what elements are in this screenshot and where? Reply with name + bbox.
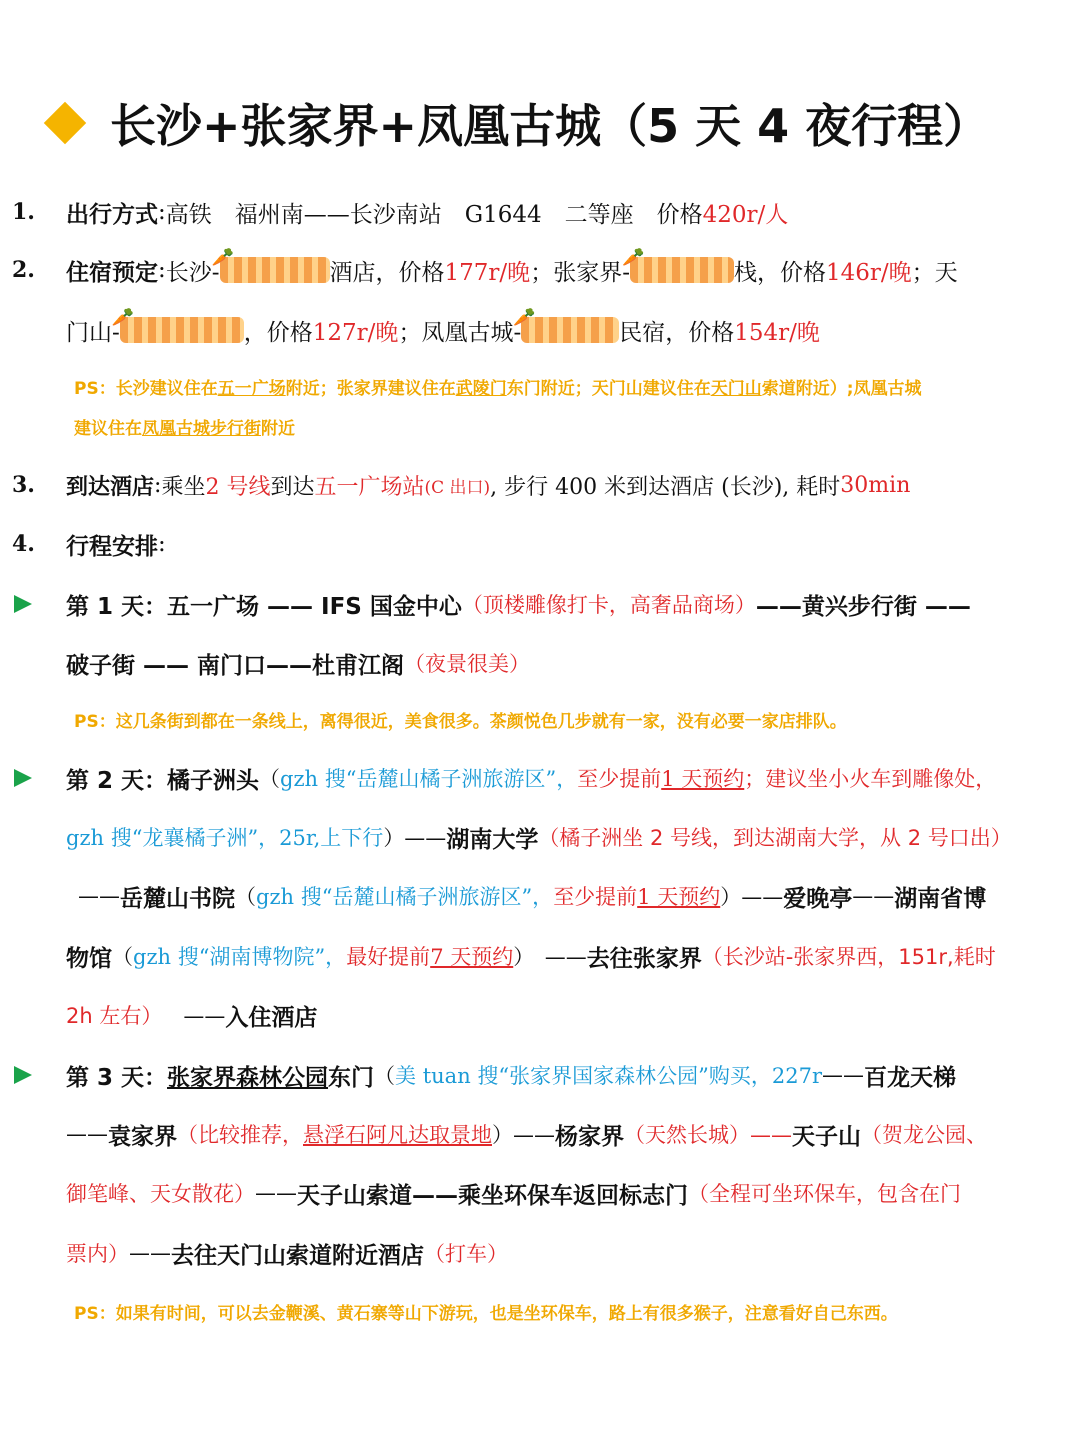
item-number: 1. [12, 199, 35, 225]
item-number: 3. [12, 472, 35, 498]
item-2-row [0, 247, 1080, 290]
day-1-content-cont [66, 647, 1070, 680]
day-stop: 百龙天梯 [863, 1064, 956, 1091]
carrot-icon: 🥕 [211, 247, 234, 268]
day-2-content [66, 762, 1070, 795]
item-1-content [66, 196, 1070, 229]
item-number: 4. [12, 531, 35, 557]
item-label: 到达酒店 [66, 474, 155, 500]
price-value: 146r/晚 [825, 259, 912, 286]
day-stop: 去往天门山索道附近酒店 [171, 1242, 424, 1269]
day-stop: 湖南大学 [446, 826, 539, 853]
day-stop: 去往张家界 [586, 945, 702, 972]
day-3-content-2 [66, 1118, 1070, 1151]
day-note: 至少提前 [553, 885, 638, 909]
day-3-content-4 [66, 1237, 1070, 1270]
paren: （ [259, 767, 281, 791]
ps-text: PS：长沙建议住在 [74, 378, 218, 399]
line-number: 2 号线 [205, 474, 271, 500]
item-text: 高铁 福州南——长沙南站 G1644 二等座 价格 [165, 201, 703, 228]
item-text: ；天 [911, 259, 958, 286]
day-note: ；建议坐小火车到雕像处， [744, 767, 997, 791]
price-value: 127r/晚 [312, 319, 399, 346]
search-hint: 美 tuan 搜“张家界国家森林公园”购买，227r [395, 1064, 822, 1088]
page-title: 长沙+张家界+凤凰古城（5 天 4 夜行程） [110, 99, 990, 153]
booking-advance: 1 天预约 [637, 885, 721, 909]
item-number: 2. [12, 257, 35, 283]
search-hint: gzh 搜“湖南博物院”， [133, 945, 347, 969]
ps-text: 建议住在 [74, 418, 142, 439]
day-note: 至少提前 [577, 767, 662, 791]
item-text: 酒店，价格 [329, 259, 445, 286]
day-stop: 东门 [328, 1064, 375, 1091]
day-note: （贺龙公园、 [861, 1123, 987, 1147]
day-note: （顶楼雕像打卡，高奢品商场） [461, 593, 756, 617]
day-1-content [66, 588, 1070, 621]
item-text: 到达 [270, 474, 315, 500]
day-1-row-cont [0, 643, 1080, 683]
connector: ）—— [383, 826, 447, 850]
day-3-row-3 [0, 1173, 1080, 1213]
connector: ）—— [492, 1123, 555, 1147]
ps-note-1-cont [74, 410, 1074, 442]
day-3-content [66, 1059, 1070, 1092]
day-note: 御笔峰、天女散花） [66, 1182, 255, 1206]
item-label: 出行方式 [66, 201, 158, 228]
ps-underlined: 武陵门 [455, 378, 507, 399]
item-2-row-cont [0, 307, 1080, 350]
booking-advance: 7 天预约 [430, 945, 514, 969]
station-exit: (C 出口) [424, 477, 491, 498]
search-hint: gzh 搜“龙襄橘子洲”，25r,上下行 [66, 826, 384, 850]
item-2-content-cont [66, 307, 1070, 347]
day-stop: 袁家界 [108, 1123, 177, 1150]
arrow-bullet-icon [14, 769, 32, 787]
day-note: （全程可坐环保车，包含在门 [688, 1182, 961, 1206]
redacted-hotel-name [621, 247, 734, 283]
day-stop: 破子街 —— 南门口——杜甫江阁 [66, 652, 405, 679]
item-text: ，价格 [243, 319, 313, 346]
day-2-content-2 [66, 821, 1070, 854]
booking-advance: 1 天预约 [661, 767, 745, 791]
item-colon: : [158, 531, 166, 557]
paren: （ [235, 885, 256, 909]
search-hint: gzh 搜“岳麓山橘子洲旅游区”， [256, 885, 554, 909]
ps-text: PS：这几条街到都在一条线上，离得很近，美食很多。茶颜悦色几步就有一家，没有必要一家店排队。 [74, 711, 847, 732]
day-heading: 第 2 天：橘子洲头 [66, 767, 260, 794]
day-3-row-4 [0, 1233, 1080, 1273]
duration-value: 30min [840, 472, 911, 498]
day-heading: 第 1 天：五一广场 —— IFS 国金中心 [66, 593, 462, 620]
connector: ）—— [720, 885, 784, 909]
item-colon: : [158, 257, 166, 283]
item-text: ；张家界- [530, 259, 630, 286]
item-text: ；凤凰古城- [398, 319, 522, 346]
day-stop: 物馆 [66, 945, 112, 972]
day-1-row [0, 584, 1080, 624]
search-hint: gzh 搜“岳麓山橘子洲旅游区”， [280, 767, 578, 791]
item-4-row [0, 524, 1080, 564]
station-name: 五一广场站 [314, 474, 425, 500]
item-4-content [66, 528, 1070, 561]
day-stop: ——黄兴步行街 —— [755, 593, 971, 620]
ps-underlined: 五一广场 [217, 378, 286, 399]
day-stop: 天子山索道——乘坐环保车返回标志门 [297, 1182, 688, 1209]
item-text: , 步行 400 米到达酒店 (长沙), 耗时 [490, 474, 841, 500]
connector: —— [162, 1004, 226, 1028]
redacted-hotel-name [513, 307, 619, 343]
redacted-hotel-name [211, 247, 330, 283]
day-3-row [0, 1055, 1080, 1095]
ps-underlined: 天门山 [710, 378, 762, 399]
day-note: （夜景很美） [404, 652, 531, 676]
price-value: 177r/晚 [444, 259, 531, 286]
item-colon: : [154, 472, 162, 498]
diamond-icon [44, 102, 86, 144]
item-label: 住宿预定 [66, 259, 158, 286]
day-note: （橘子洲坐 2 号线，到达湖南大学，从 2 号口出） [538, 826, 1012, 850]
day-2-content-5 [66, 999, 1070, 1032]
item-colon: : [158, 199, 166, 225]
connector: —— [129, 1241, 171, 1265]
item-text: 长沙- [165, 259, 220, 286]
ps-text: 索道附近）;凤凰古城 [761, 378, 922, 399]
ps-text: 东门附近；天门山建议住在 [506, 378, 711, 399]
ps-underlined: 凤凰古城步行街 [142, 418, 261, 439]
title-row [40, 88, 1060, 158]
day-stop: 张家界森林公园 [167, 1064, 329, 1091]
item-text: 乘坐 [161, 474, 206, 500]
connector: ） —— [513, 945, 587, 969]
day-2-row [0, 758, 1080, 798]
day-note: 票内） [66, 1242, 129, 1266]
connector: —— [78, 884, 120, 908]
redacted-hotel-name [111, 307, 244, 343]
day-note: （天然长城）—— [624, 1123, 792, 1147]
item-2-content [66, 247, 1070, 287]
day-note: 2h 左右） [66, 1004, 163, 1028]
day-2-row-5 [0, 995, 1080, 1035]
connector: —— [852, 884, 895, 908]
ps-note-1 [74, 370, 1074, 402]
paren: （ [112, 945, 133, 969]
day-stop: 天子山 [792, 1123, 861, 1150]
item-text: 民宿，价格 [619, 319, 735, 346]
day-2-content-4 [66, 940, 1070, 973]
item-label: 行程安排 [66, 533, 158, 560]
day-note: （打车） [424, 1242, 508, 1266]
connector: —— [66, 1122, 108, 1146]
day-2-row-4 [0, 936, 1080, 976]
day-2-row-3 [0, 876, 1080, 916]
ps-note-2 [74, 703, 1074, 735]
carrot-icon: 🥕 [621, 247, 645, 268]
day-stop: 岳麓山书院 [120, 885, 235, 912]
day-stop: 湖南省博 [894, 885, 987, 912]
ps-note-3 [74, 1295, 1074, 1327]
day-stop: 入住酒店 [225, 1004, 318, 1031]
carrot-icon: 🥕 [111, 307, 135, 328]
item-text: 栈，价格 [733, 259, 826, 286]
day-3-row-2 [0, 1114, 1080, 1154]
ps-text: 附近；张家界建议住在 [285, 378, 456, 399]
connector: —— [255, 1181, 297, 1205]
day-heading: 第 3 天： [66, 1064, 168, 1091]
item-text: 门山- [66, 319, 120, 346]
item-1-row [0, 192, 1080, 232]
price-value: 154r/晚 [734, 319, 820, 346]
arrow-bullet-icon [14, 1066, 32, 1084]
day-stop: 爱晚亭 [783, 885, 853, 912]
day-3-content-3 [66, 1177, 1070, 1210]
day-2-row-2 [0, 817, 1080, 857]
day-note: 悬浮石阿凡达取景地 [303, 1123, 492, 1147]
carrot-icon: 🥕 [513, 307, 536, 328]
day-2-content-3 [78, 880, 1070, 913]
ps-text: 附近 [261, 418, 295, 439]
arrow-bullet-icon [14, 595, 32, 613]
day-stop: 杨家界 [555, 1123, 624, 1150]
connector: —— [821, 1063, 864, 1087]
day-note: （比较推荐， [177, 1123, 303, 1147]
day-note: （长沙站-张家界西，151r,耗时 [701, 945, 996, 969]
item-3-content [66, 470, 1070, 501]
item-3-row [0, 465, 1080, 505]
price-value: 420r/人 [702, 201, 789, 228]
paren: （ [374, 1064, 396, 1088]
day-note: 最好提前 [346, 945, 431, 969]
ps-text: PS：如果有时间，可以去金鞭溪、黄石寨等山下游玩，也是坐环保车，路上有很多猴子，注意看好自己东西。 [74, 1303, 898, 1324]
